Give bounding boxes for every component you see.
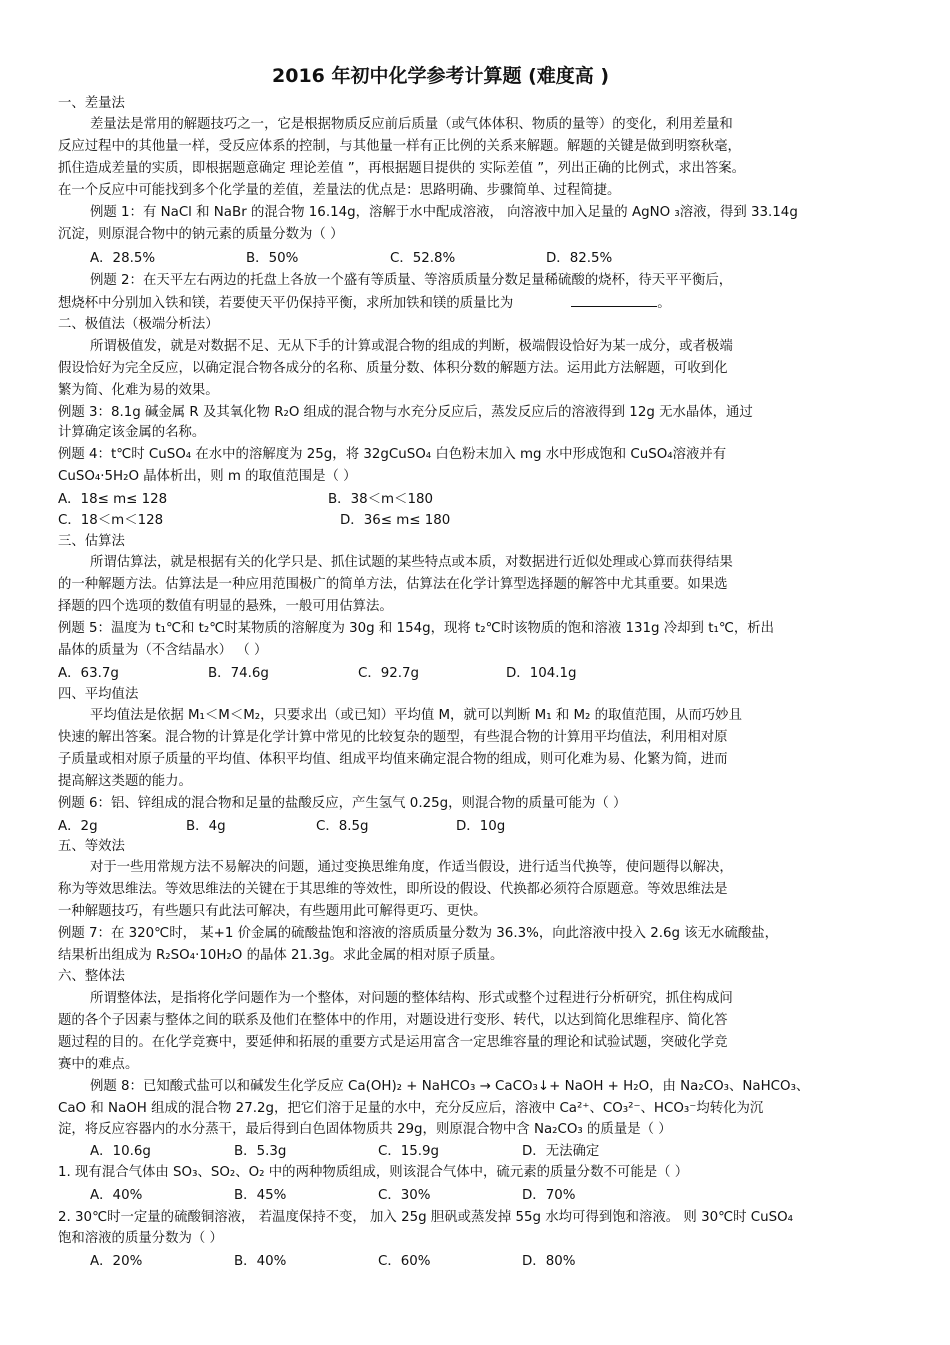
paragraph-line: 择题的四个选项的数值有明显的悬殊，一般可用估算法。 bbox=[58, 599, 393, 614]
paragraph-line: 的一种解题方法。估算法是一种应用范围极广的简单方法，估算法在化学计算型选择题的解答中尤其重要。如果选 bbox=[58, 577, 728, 592]
option-c: C．92.7g bbox=[358, 666, 420, 681]
section-heading: 二、极值法（极端分析法） bbox=[58, 317, 219, 332]
option-b: B．5.3g bbox=[234, 1144, 287, 1159]
option-a: A．28.5% bbox=[90, 251, 156, 266]
question-line: 例题 7：在 320℃时， 某+1 价金属的硫酸盐饱和溶液的溶质质量分数为 36.3%，向此溶液中投入 2.6g 该无水硫酸盐， bbox=[58, 926, 778, 941]
paragraph-line: 所谓极值发，就是对数据不足、无从下手的计算或混合物的组成的判断，极端假设恰好为某一成分，或者极端 bbox=[90, 339, 733, 354]
question-line: 淀，将反应容器内的水分蒸干，最后得到白色固体物质共 29g，则原混合物中含 Na₂CO₃ 的质量是（ ） bbox=[58, 1122, 672, 1137]
paragraph-line: 称为等效思维法。等效思维法的关键在于其思维的等效性，即所设的假设、代换都必须符合原题意。等效思维法是 bbox=[58, 882, 728, 897]
question-line: 晶体的质量为（不含结晶水） （ ） bbox=[58, 643, 268, 658]
option-d: D．无法确定 bbox=[522, 1144, 600, 1159]
section-heading: 六、整体法 bbox=[58, 969, 125, 984]
question-line: CuSO₄·5H₂O 晶体析出，则 m 的取值范围是（ ） bbox=[58, 469, 357, 484]
paragraph-line: 假设恰好为完全反应，以确定混合物各成分的名称、质量分数、体积分数的解题方法。运用此方法解题，可收到化 bbox=[58, 361, 728, 376]
option-a: A．18≤ m≤ 128 bbox=[58, 492, 168, 507]
paragraph-line: 赛中的难点。 bbox=[58, 1057, 139, 1072]
exercise-line: 1. 现有混合气体由 SO₃、SO₂、O₂ 中的两种物质组成，则该混合气体中，硫元素的质量分数不可能是（ ） bbox=[58, 1165, 689, 1180]
option-d: D．80% bbox=[522, 1254, 576, 1269]
question-line: 结果析出组成为 R₂SO₄·10H₂O 的晶体 21.3g。求此金属的相对原子质量。 bbox=[58, 948, 504, 963]
option-d: D．36≤ m≤ 180 bbox=[340, 513, 451, 528]
paragraph-line: 一种解题技巧，有些题只有此法可解决，有些题用此可解得更巧、更快。 bbox=[58, 904, 487, 919]
option-b: B．74.6g bbox=[208, 666, 269, 681]
question-line: 例题 3：8.1g 碱金属 R 及其氧化物 R₂O 组成的混合物与水充分反应后，蒸发反应后的溶液得到 12g 无水晶体，通过 bbox=[58, 405, 753, 420]
paragraph-line: 反应过程中的其他量一样，受反应体系的控制，与其他量一样有正比例的关系来解题。解题的关键是做到明察秋毫， bbox=[58, 139, 741, 154]
option-b: B．45% bbox=[234, 1188, 287, 1203]
section-heading: 一、差量法 bbox=[58, 96, 125, 111]
paragraph-line: 对于一些用常规方法不易解决的问题，通过变换思维角度，作适当假设，进行适当代换等，使问题得以解决， bbox=[90, 860, 733, 875]
paragraph-line: 所谓整体法，是指将化学问题作为一个整体，对问题的整体结构、形式或整个过程进行分析研究，抓住构成问 bbox=[90, 991, 733, 1006]
paragraph-line: 差量法是常用的解题技巧之一，它是根据物质反应前后质量（或气体体积、物质的量等）的变化，利用差量和 bbox=[90, 117, 733, 132]
option-a: A．63.7g bbox=[58, 666, 119, 681]
question-line: 计算确定该金属的名称。 bbox=[58, 425, 206, 440]
page-title: 2016 年初中化学参考计算题 (难度高 ) bbox=[272, 65, 610, 87]
option-d: D．70% bbox=[522, 1188, 576, 1203]
question-text: 想烧杯中分别加入铁和镁，若要使天平仍保持平衡，求所加铁和镁的质量比为 bbox=[58, 296, 514, 311]
paragraph-line: 快速的解出答案。混合物的计算是化学计算中常见的比较复杂的题型，有些混合物的计算用平均值法，利用相对原 bbox=[58, 730, 728, 745]
exercise-line: 2. 30℃时一定量的硫酸铜溶液， 若温度保持不变， 加入 25g 胆矾或蒸发掉 55g 水均可得到饱和溶液。 则 30℃时 CuSO₄ bbox=[58, 1210, 794, 1225]
question-line: 例题 1：有 NaCl 和 NaBr 的混合物 16.14g，溶解于水中配成溶液， 向溶液中加入足量的 AgNO ₃溶液，得到 33.14g bbox=[90, 205, 798, 220]
question-line: 例题 4：t℃时 CuSO₄ 在水中的溶解度为 25g，将 32gCuSO₄ 白色粉末加入 mg 水中形成饱和 CuSO₄溶液并有 bbox=[58, 447, 727, 462]
paragraph-line: 在一个反应中可能找到多个化学量的差值，差量法的优点是：思路明确、步骤简单、过程简捷。 bbox=[58, 183, 621, 198]
paragraph-line: 提高解这类题的能力。 bbox=[58, 774, 192, 789]
option-d: D．82.5% bbox=[546, 251, 613, 266]
answer-blank bbox=[571, 294, 657, 307]
option-c: C．18＜m＜128 bbox=[58, 513, 164, 528]
exercise-line: 饱和溶液的质量分数为（ ） bbox=[58, 1231, 223, 1246]
paragraph-line: 所谓估算法，就是根据有关的化学只是、抓住试题的某些特点或本质，对数据进行近似处理或心算而获得结果 bbox=[90, 555, 733, 570]
option-c: C．8.5g bbox=[316, 819, 369, 834]
option-b: B．38＜m＜180 bbox=[328, 492, 433, 507]
option-d: D．10g bbox=[456, 819, 506, 834]
section-heading: 五、等效法 bbox=[58, 839, 125, 854]
question-line: 例题 8：已知酸式盐可以和碱发生化学反应 Ca(OH)₂ + NaHCO₃ → CaCO₃↓+ NaOH + H₂O，由 Na₂CO₃、NaHCO₃、 bbox=[90, 1079, 810, 1094]
option-d: D．104.1g bbox=[506, 666, 577, 681]
paragraph-line: 抓住造成差量的实质，即根据题意确定 理论差值 ”，再根据题目提供的 实际差值 ”，列出正确的比例式，求出答案。 bbox=[58, 161, 746, 176]
option-b: B．50% bbox=[246, 251, 299, 266]
option-b: B．40% bbox=[234, 1254, 287, 1269]
paragraph-line: 繁为简、化难为易的效果。 bbox=[58, 383, 219, 398]
question-line: CaO 和 NaOH 组成的混合物 27.2g，把它们溶于足量的水中，充分反应后，溶液中 Ca²⁺、CO₃²⁻、HCO₃⁻均转化为沉 bbox=[58, 1101, 764, 1116]
question-line bbox=[58, 294, 671, 313]
question-line: 例题 6：铝、锌组成的混合物和足量的盐酸反应，产生氢气 0.25g，则混合物的质量可能为（ ） bbox=[58, 796, 627, 811]
option-a: A．20% bbox=[90, 1254, 143, 1269]
period: 。 bbox=[657, 296, 671, 311]
section-heading: 三、估算法 bbox=[58, 534, 125, 549]
option-c: C．52.8% bbox=[390, 251, 456, 266]
option-c: C．15.9g bbox=[378, 1144, 440, 1159]
paragraph-line: 题过程的目的。在化学竞赛中，要延伸和拓展的重要方式是运用富含一定思维容量的理论和试验试题，突破化学竞 bbox=[58, 1035, 728, 1050]
paragraph-line: 平均值法是依据 M₁＜M＜M₂，只要求出（或已知）平均值 M，就可以判断 M₁ 和 M₂ 的取值范围，从而巧妙且 bbox=[90, 708, 742, 723]
section-heading: 四、平均值法 bbox=[58, 687, 139, 702]
paragraph-line: 子质量或相对原子质量的平均值、体积平均值、组成平均值来确定混合物的组成，则可化难为易、化繁为简，进而 bbox=[58, 752, 728, 767]
option-b: B．4g bbox=[186, 819, 226, 834]
option-c: C．60% bbox=[378, 1254, 431, 1269]
option-a: A．10.6g bbox=[90, 1144, 151, 1159]
option-a: A．40% bbox=[90, 1188, 143, 1203]
question-line: 沉淀，则原混合物中的钠元素的质量分数为（ ） bbox=[58, 227, 344, 242]
question-line: 例题 5：温度为 t₁℃和 t₂℃时某物质的溶解度为 30g 和 154g，现将 t₂℃时该物质的饱和溶液 131g 冷却到 t₁℃，析出 bbox=[58, 621, 775, 636]
paragraph-line: 题的各个子因素与整体之间的联系及他们在整体中的作用，对题设进行变形、转代，以达到简化思维程序、简化答 bbox=[58, 1013, 728, 1028]
option-a: A．2g bbox=[58, 819, 98, 834]
question-line: 例题 2：在天平左右两边的托盘上各放一个盛有等质量、等溶质质量分数足量稀硫酸的烧杯，待天平平衡后， bbox=[90, 273, 733, 288]
option-c: C．30% bbox=[378, 1188, 431, 1203]
